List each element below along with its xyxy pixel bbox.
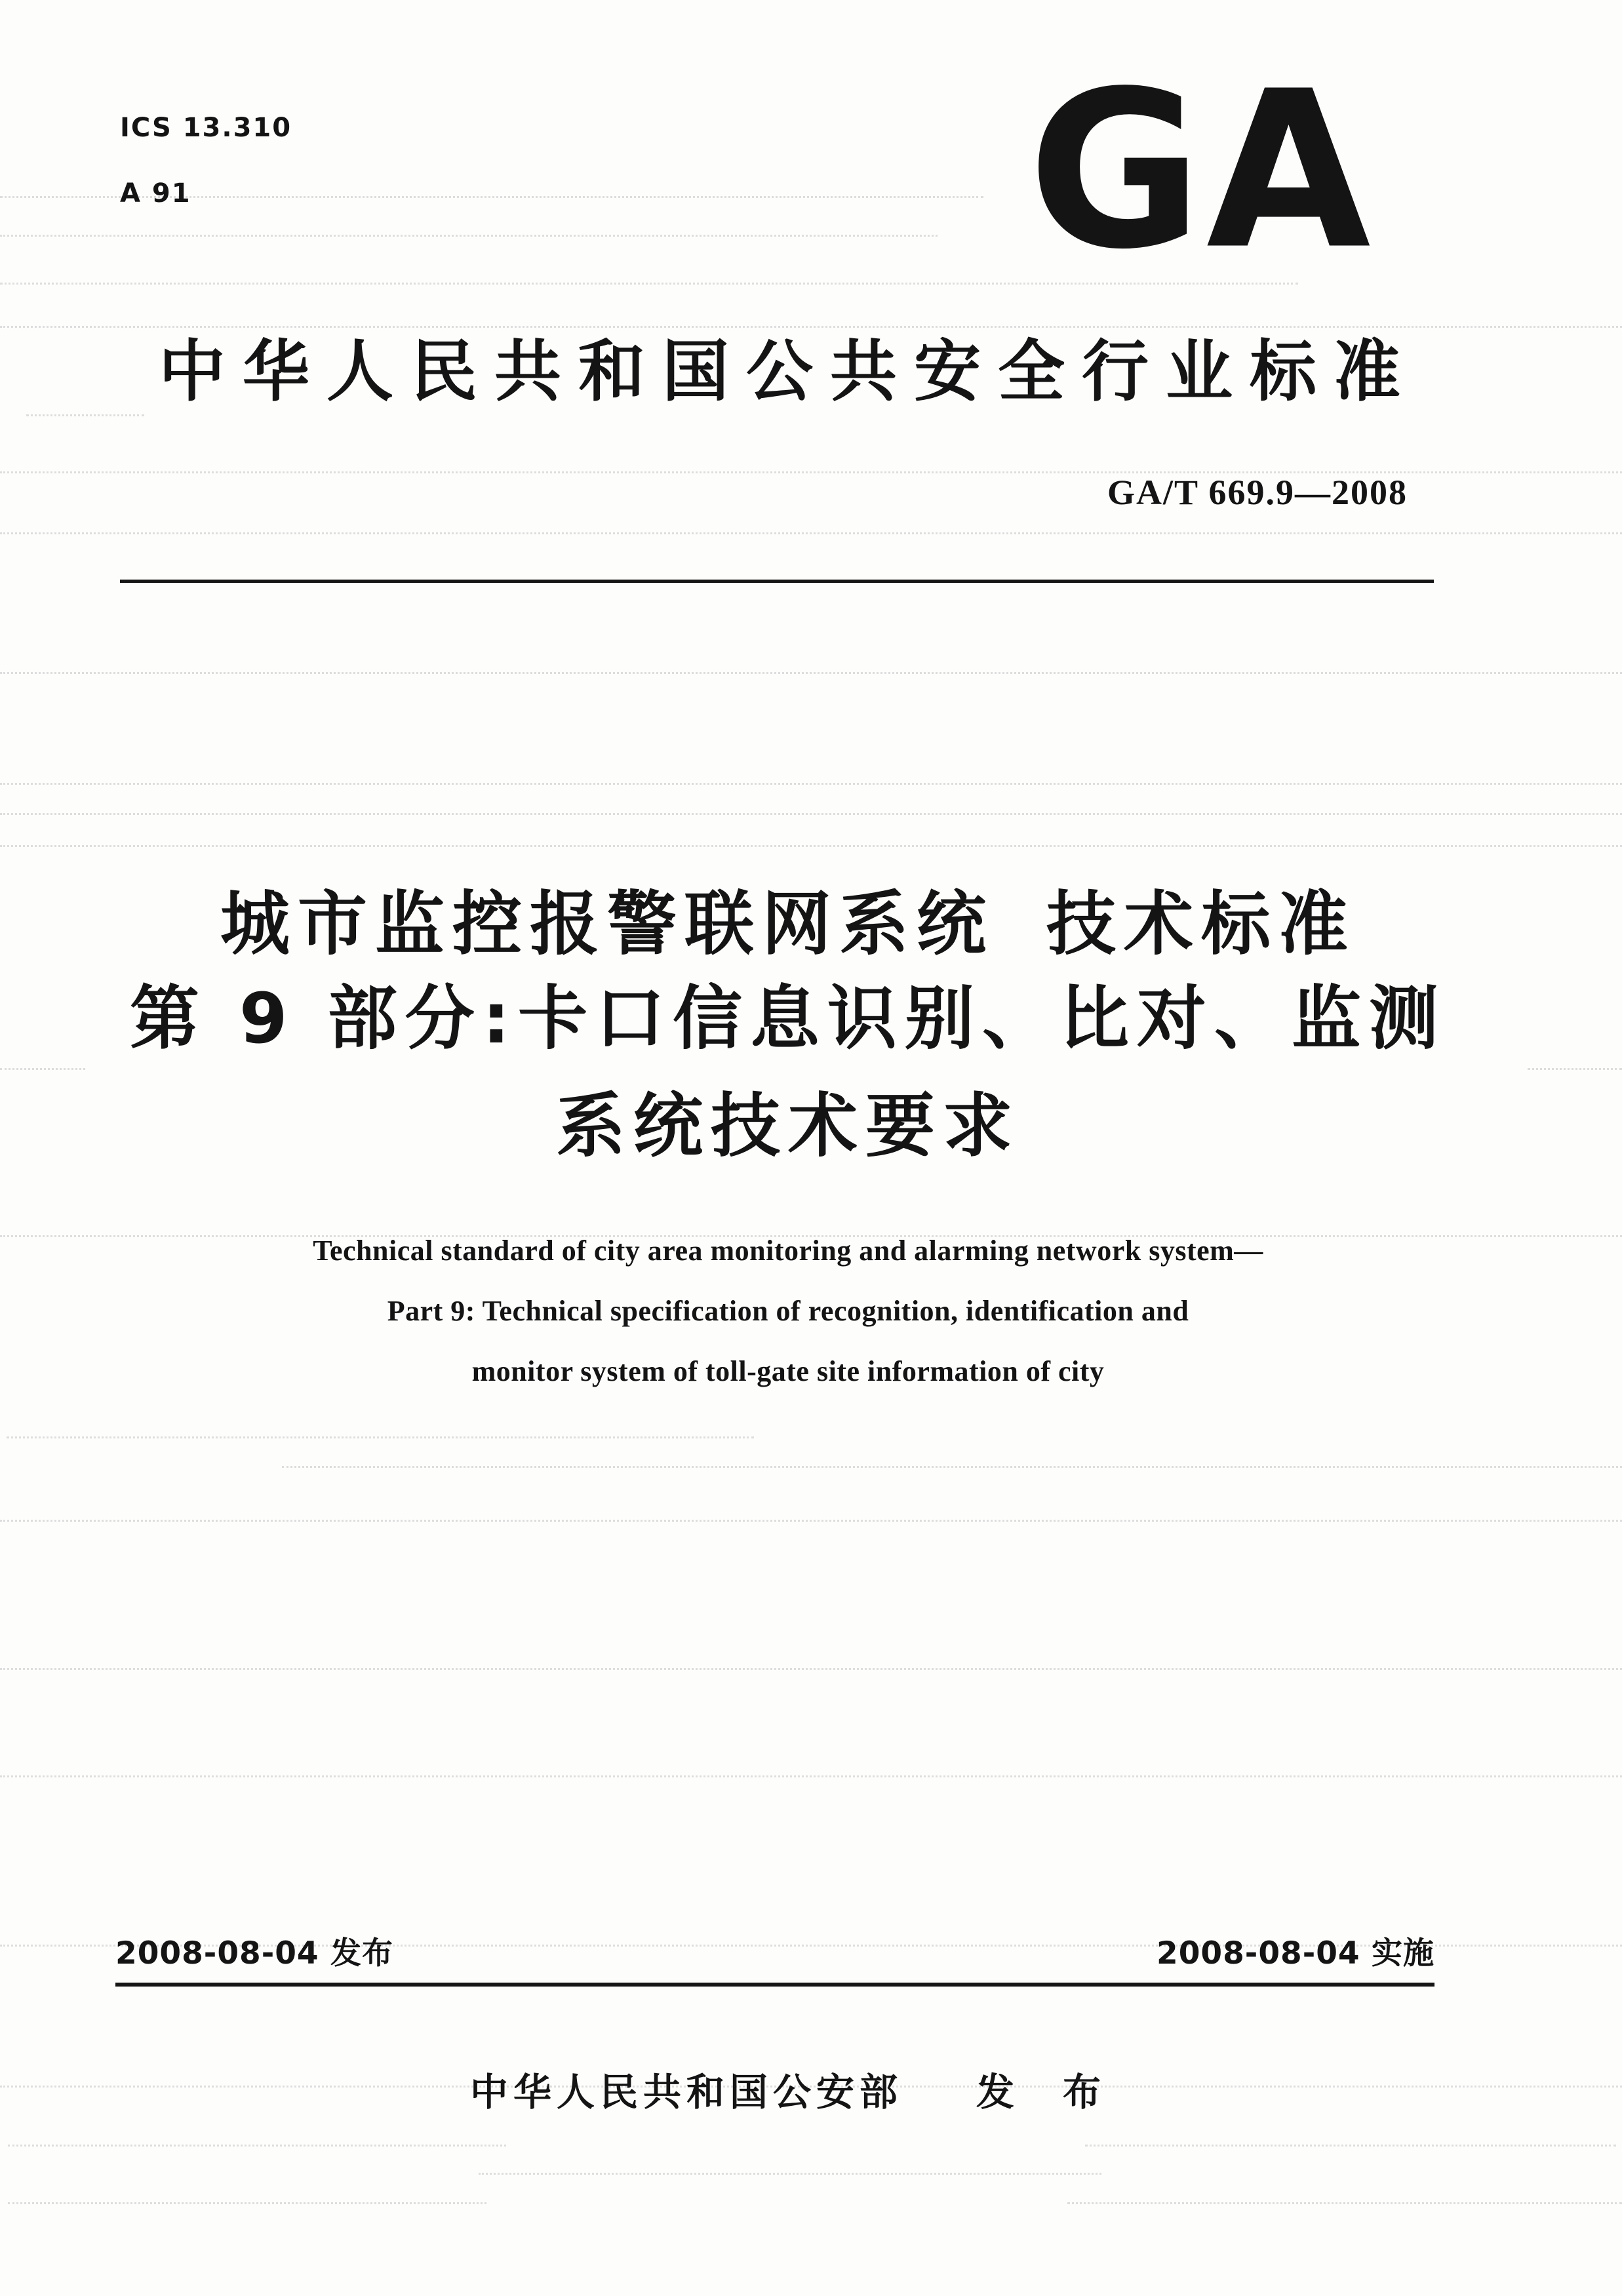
title-cn-line1 (0, 886, 1576, 963)
scan-artifact-line (282, 1466, 1622, 1468)
title-cn-line1-left: 城市监控报警联网系统 (220, 884, 994, 964)
publisher-row (0, 2061, 1576, 2116)
title-cn-line3: 系统技术要求 (556, 1086, 1020, 1166)
ga-logo: GA (1028, 45, 1375, 298)
scan-artifact-line (1085, 2145, 1616, 2147)
title-cn-line1-right: 技术标准 (1046, 884, 1356, 964)
title-en-line1: Technical standard of city area monitoring and alarming network system— (313, 1235, 1263, 1267)
scan-artifact-line (0, 1068, 85, 1070)
scan-artifact-line (8, 2145, 506, 2147)
scan-artifact-line (0, 532, 1622, 534)
header-rule (120, 580, 1434, 583)
publisher-name: 中华人民共和国公安部 (469, 2070, 903, 2114)
publish-word: 发 布 (976, 2070, 1107, 2114)
standard-class-heading: 中华人民共和国公共安全行业标准 (159, 333, 1417, 411)
scan-artifact-line (0, 672, 1622, 674)
issue-date: 2008-08-04 发布 (115, 1935, 393, 1971)
category-code: A 91 (120, 178, 191, 208)
scan-artifact-line (0, 783, 1622, 785)
scan-artifact-line (7, 1436, 754, 1438)
scan-artifact-line (479, 2173, 1101, 2175)
scan-artifact-line (8, 2202, 486, 2204)
ics-classification (120, 79, 292, 243)
ics-code: ICS 13.310 (120, 113, 292, 143)
scan-artifact-line (1528, 1068, 1622, 1070)
scan-artifact-line (0, 1668, 1622, 1670)
scan-artifact-line (0, 1520, 1622, 1522)
scan-artifact-line (0, 845, 1622, 847)
scan-artifact-line (0, 1775, 1622, 1777)
title-en (0, 1221, 1576, 1402)
title-en-line3: monitor system of toll-gate site information of city (471, 1355, 1105, 1387)
implementation-date: 2008-08-04 实施 (1157, 1935, 1434, 1971)
title-cn-line2: 第 9 部分:卡口信息识别、比对、监测 (130, 978, 1446, 1059)
scan-artifact-line (26, 414, 144, 416)
scan-artifact-line (0, 813, 1622, 815)
scan-artifact-line (1067, 2202, 1622, 2204)
standard-number: GA/T 669.9—2008 (1107, 473, 1408, 512)
footer-rule (115, 1983, 1434, 1987)
title-en-line2: Part 9: Technical specification of recognition, identification and (387, 1295, 1189, 1327)
